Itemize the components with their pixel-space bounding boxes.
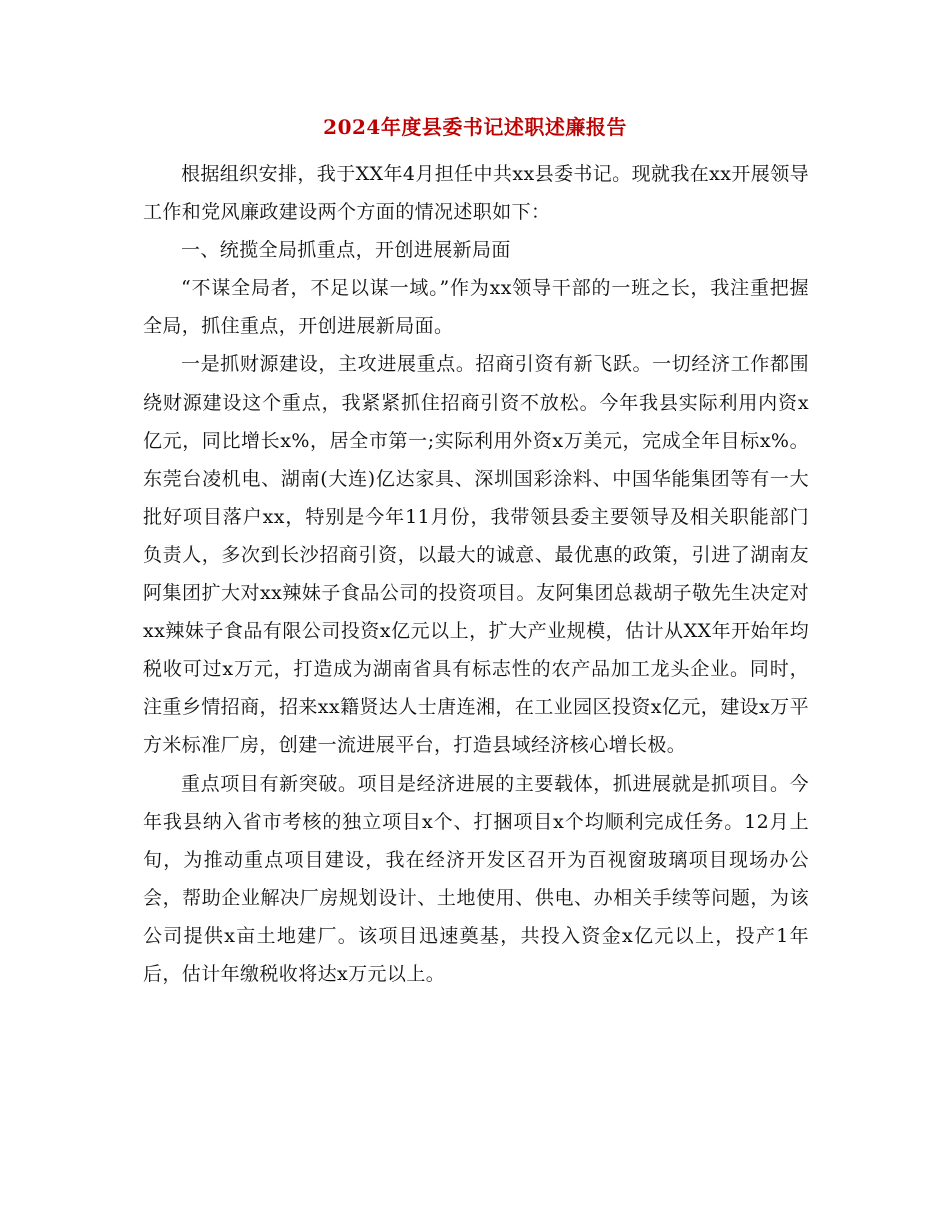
- paragraph-finance: 一是抓财源建设，主攻进展重点。招商引资有新飞跃。一切经济工作都围绕财源建设这个重点，我紧紧抓住招商引资不放松。今年我县实际利用内资x亿元，同比增长x%，居全市第一;实际利用外资x万美元，完成全年目标x%。东莞台凌机电、湖南(大连)亿达家具、深圳国彩涂料、中国华能集团等有一大批好项目落户xx，特别是今年11月份，我带领县委主要领导及相关职能部门负责人，多次到长沙招商引资，以最大的诚意、最优惠的政策，引进了湖南友阿集团扩大对xx辣妹子食品公司的投资项目。友阿集团总裁胡子敬先生决定对xx辣妹子食品有限公司投资x亿元以上，扩大产业规模，估计从XX年开始年均税收可过x万元，打造成为湖南省具有标志性的农产品加工龙头企业。同时，注重乡情招商，招来xx籍贤达人士唐连湘，在工业园区投资x亿元，建设x万平方米标准厂房，创建一流进展平台，打造县域经济核心增长极。: [143, 353, 809, 757]
- paragraph-projects: 重点项目有新突破。项目是经济进展的主要载体，抓进展就是抓项目。今年我县纳入省市考核的独立项目x个、打捆项目x个均顺利完成任务。12月上旬，为推动重点项目建设，我在经济开发区召开为百视窗玻璃项目现场办公会，帮助企业解决厂房规划设计、土地使用、供电、办相关手续等问题，为该公司提供x亩土地建厂。该项目迅速奠基，共投入资金x亿元以上，投产1年后，估计年缴税收将达x万元以上。: [143, 772, 809, 985]
- paragraph-intro: 根据组织安排，我于XX年4月担任中共xx县委书记。现就我在xx开展领导工作和党风廉政建设两个方面的情况述职如下：: [143, 163, 810, 224]
- paragraph-quote: “不谋全局者，不足以谋一域。”作为xx领导干部的一班之长，我注重把握全局，抓住重点，开创进展新局面。: [143, 277, 809, 338]
- section-heading: 一、统揽全局抓重点，开创进展新局面: [181, 239, 511, 262]
- document-body: [143, 155, 809, 993]
- document-title: 2024年度县委书记述职述廉报告: [323, 115, 627, 139]
